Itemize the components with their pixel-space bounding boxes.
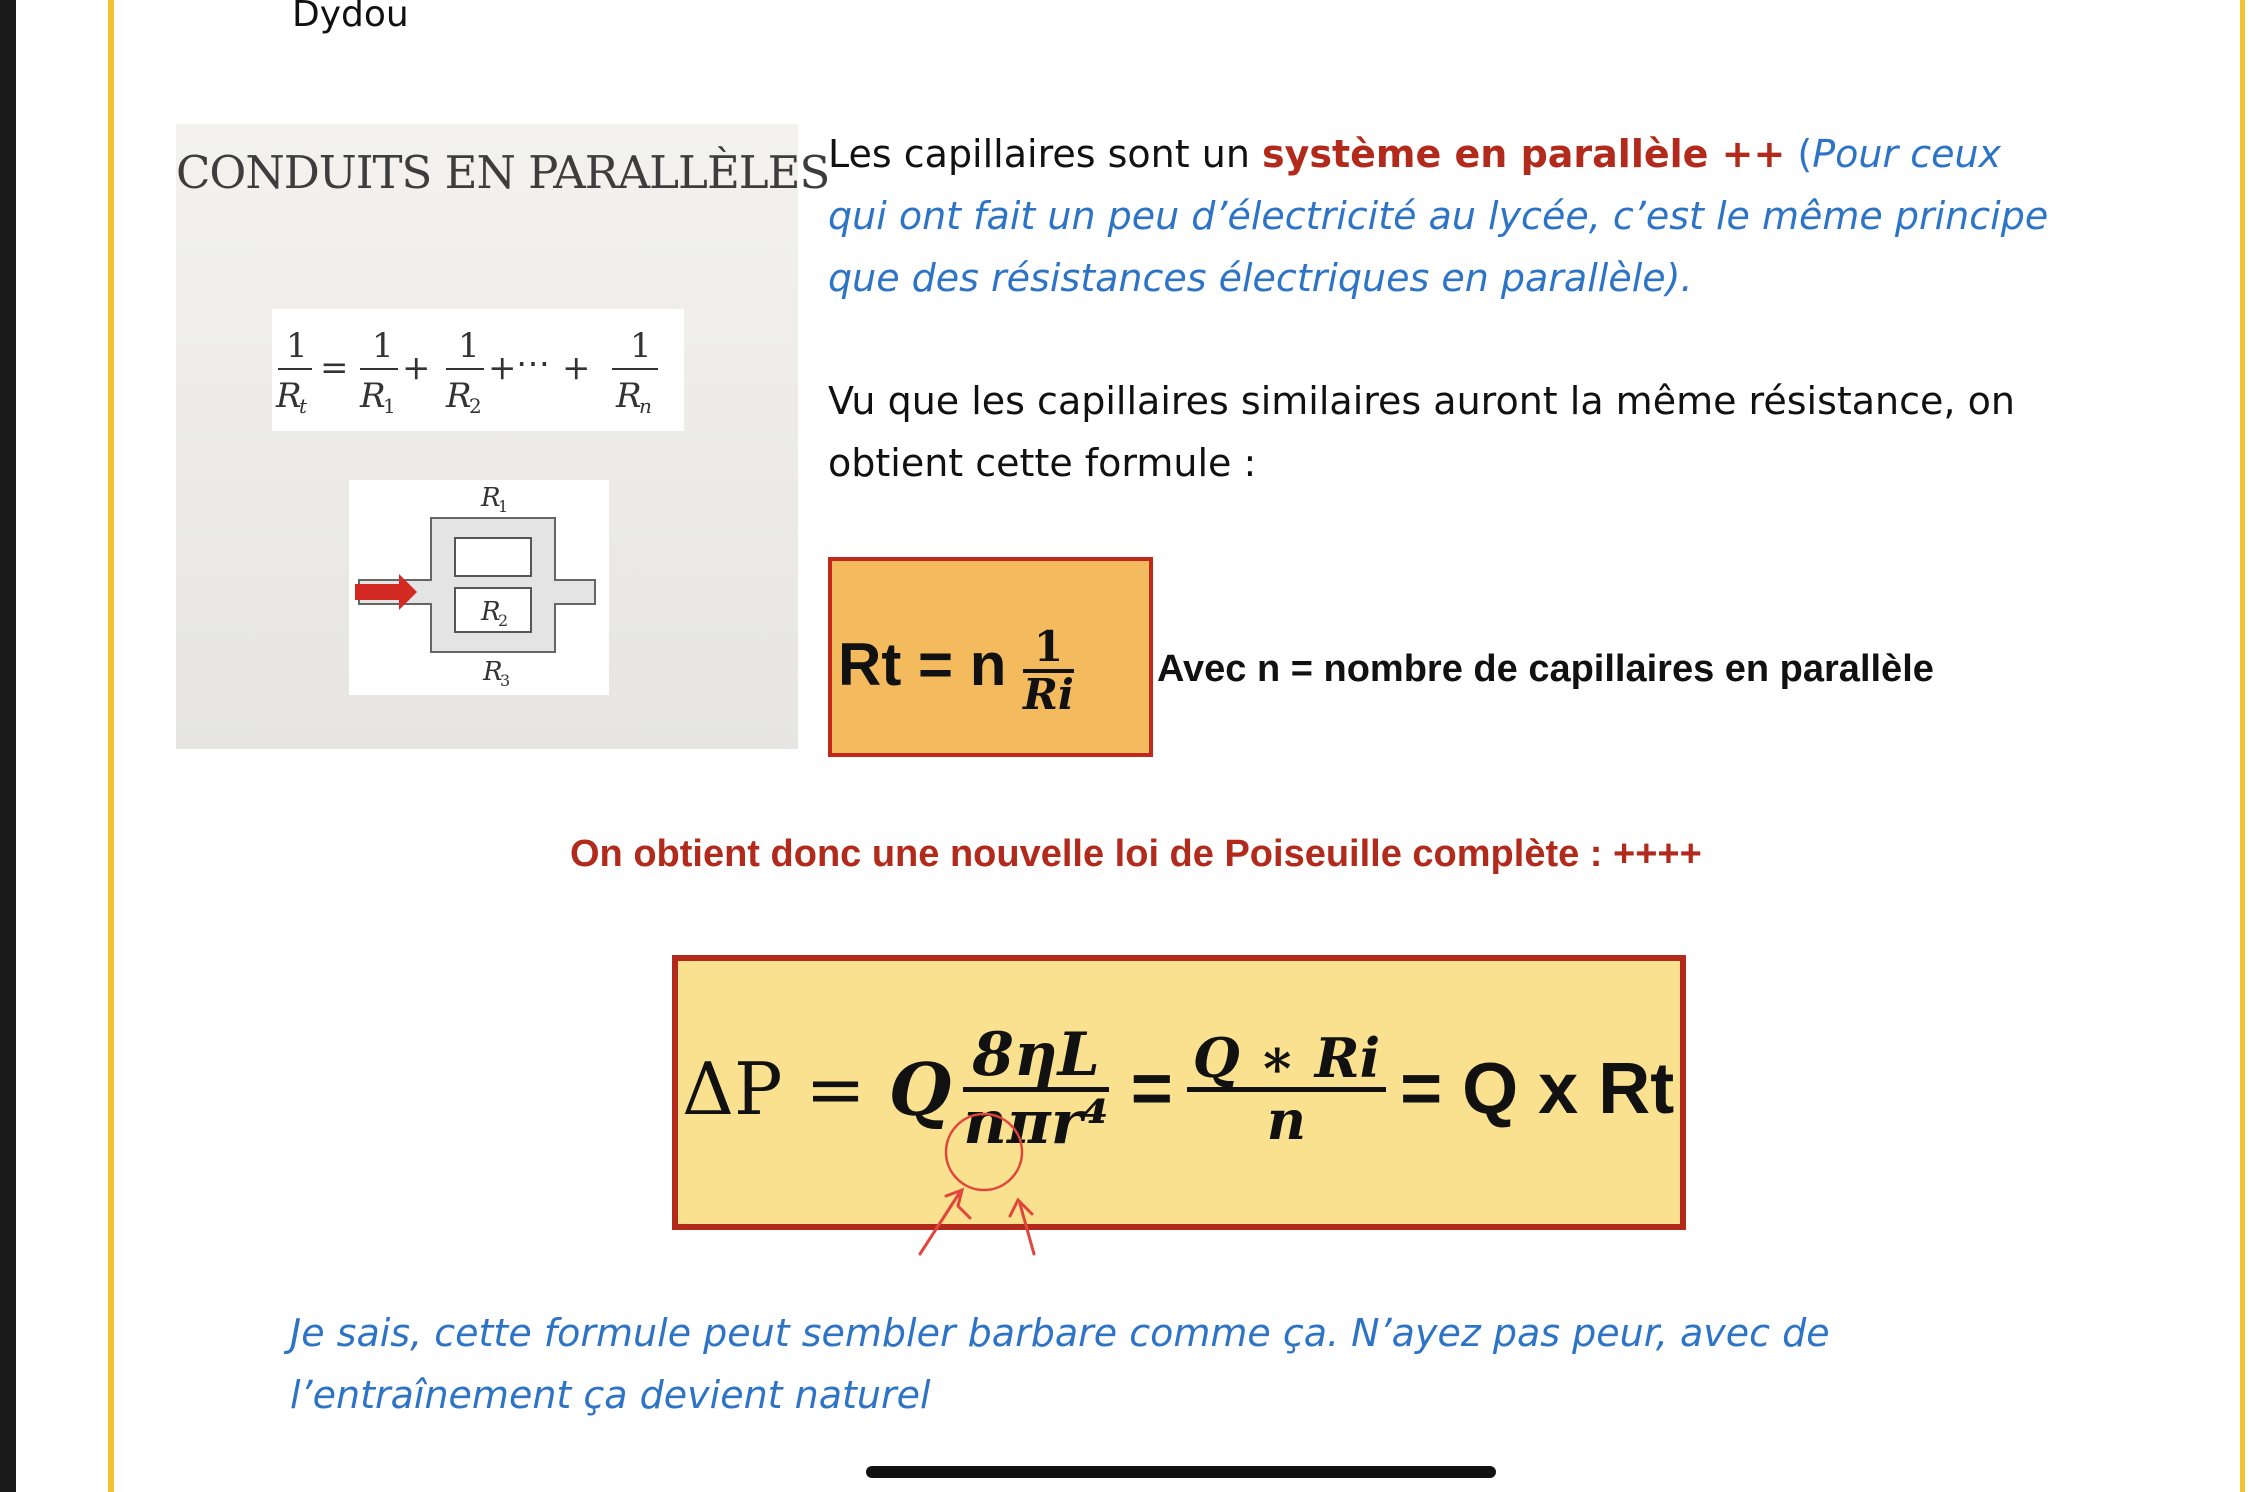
svg-text:R: R — [616, 376, 642, 416]
resistor-r1-inner — [455, 538, 531, 576]
poiseuille-fraction-2: $\frac{Q ∗ Ri}{n}$ — [1187, 1030, 1386, 1148]
svg-text:2: 2 — [498, 611, 509, 630]
svg-text:t: t — [299, 394, 308, 418]
conclusion-heading: On obtient donc une nouvelle loi de Poiseuille complète : ++++ — [570, 833, 1702, 875]
paragraph1-highlight: système en parallèle ++ — [1261, 132, 1786, 176]
svg-text:R: R — [481, 597, 501, 627]
svg-text:+: + — [488, 348, 517, 388]
home-indicator[interactable] — [866, 1466, 1496, 1478]
paragraph-same-resistance: Vu que les capillaires similaires auront la même résistance, on obtient cette formule : — [828, 379, 2015, 485]
svg-text:R: R — [276, 376, 302, 416]
svg-text:n: n — [639, 394, 652, 418]
paragraph-parallel-system — [828, 123, 2058, 309]
svg-text:1: 1 — [498, 497, 509, 516]
svg-text:1: 1 — [286, 326, 308, 366]
circuit-svg — [349, 480, 609, 695]
svg-text:+: + — [402, 348, 431, 388]
svg-text:R: R — [360, 376, 386, 416]
right-margin-line — [2240, 0, 2245, 1492]
figure-title: CONDUITS EN PARALLÈLES — [176, 146, 830, 199]
resistance-sum-svg — [272, 309, 684, 431]
rt-fraction: $\frac{1}{Ri}$ — [1023, 622, 1074, 720]
svg-text:=: = — [320, 348, 349, 388]
parallel-conduits-figure — [176, 124, 830, 749]
author-name: Dydou — [292, 0, 409, 35]
poiseuille-formula-box — [672, 955, 1686, 1230]
svg-text:+: + — [562, 348, 591, 388]
annotation-circle — [946, 1114, 1022, 1190]
resistance-sum-formula — [272, 309, 684, 431]
paragraph1-paren: ( — [1785, 132, 1813, 176]
svg-text:R: R — [483, 657, 503, 687]
screen-left-edge — [0, 0, 16, 1492]
svg-text:1: 1 — [630, 326, 652, 366]
annotation-arrow-right-icon — [1010, 1200, 1034, 1254]
annotation-arrow-left-icon — [920, 1190, 970, 1254]
parallel-circuit-diagram — [349, 480, 609, 695]
svg-text:2: 2 — [469, 394, 482, 418]
svg-text:R: R — [481, 483, 501, 513]
svg-text:1: 1 — [372, 326, 394, 366]
footer-encouragement-note: Je sais, cette formule peut sembler barbare comme ça. N’ayez pas peur, avec de l’entraînement ça devient naturel — [290, 1311, 1830, 1417]
paragraph1-aside: Pour ceux qui ont fait un peu d’électricité au lycée, c’est le même principe que des résistances électriques en parallèle). — [828, 132, 2049, 300]
svg-text:⋯: ⋯ — [516, 344, 550, 384]
rt-formula — [838, 622, 1074, 720]
svg-text:1: 1 — [383, 394, 396, 418]
handwritten-annotation — [900, 1110, 1080, 1260]
rt-formula-lhs: Rt = n — [838, 630, 1024, 698]
poiseuille-formula: ΔP = Q $\frac{8\eta L}{\text{nπr⁴}}$ = $\frac{Q ∗ Ri}{n}$ = Q x Rt — [682, 1019, 1675, 1158]
rt-formula-box — [828, 557, 1153, 757]
paragraph1-intro: Les capillaires sont un — [828, 132, 1262, 176]
svg-text:3: 3 — [500, 671, 511, 690]
left-margin-line — [108, 0, 114, 1492]
poiseuille-fraction-1: $\frac{8\eta L}{\text{nπr⁴}}$ — [963, 1019, 1109, 1158]
rt-formula-note: Avec n = nombre de capillaires en parallèle — [1157, 648, 1934, 690]
svg-text:1: 1 — [458, 326, 480, 366]
svg-text:R: R — [446, 376, 472, 416]
